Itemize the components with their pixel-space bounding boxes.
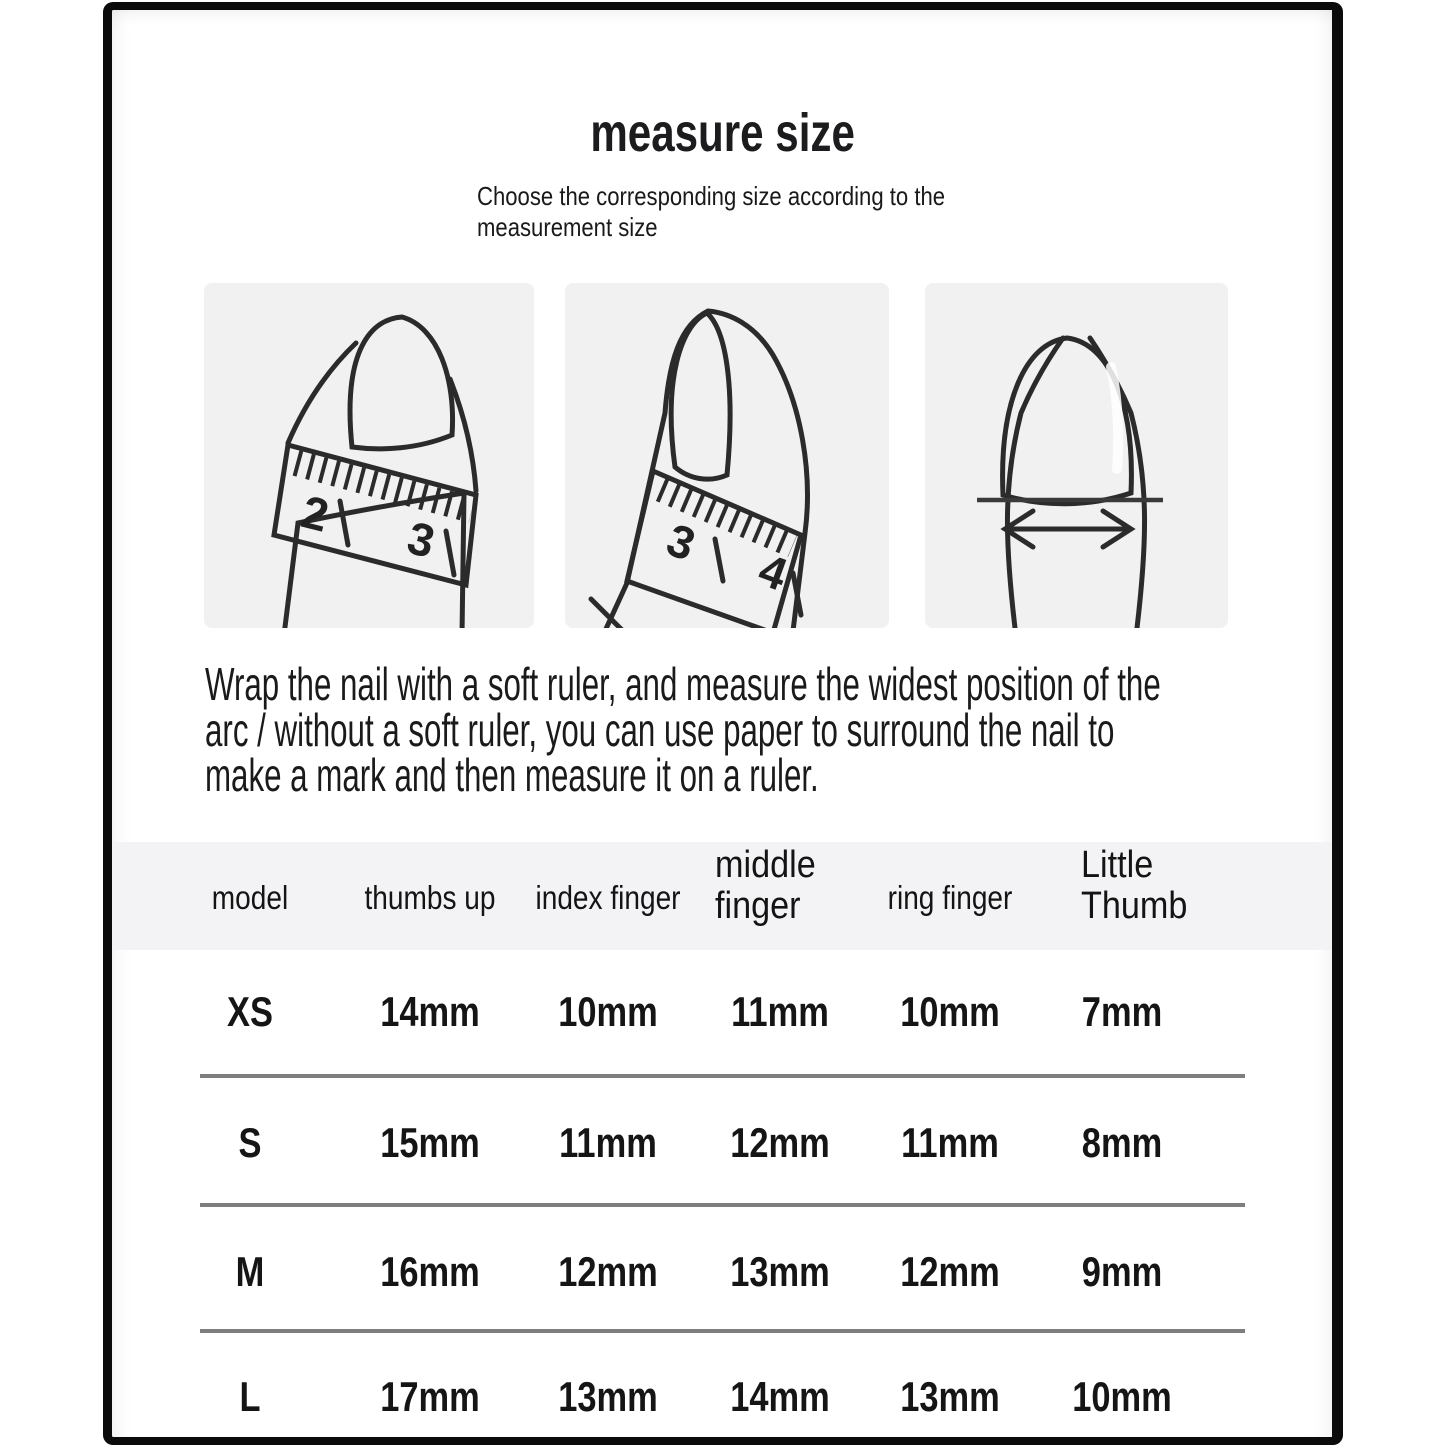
ruler-number: 2	[296, 485, 334, 542]
finger-left-outline	[1007, 338, 1063, 628]
value-cell: 11mm	[731, 988, 829, 1035]
value-cell: 11mm	[559, 1119, 657, 1166]
column-header-middle-finger: middle finger	[715, 844, 816, 927]
value-cell: 8mm	[1081, 1119, 1163, 1166]
value-cell: 10mm	[1072, 1373, 1172, 1420]
finger-tape-front-illustration	[204, 283, 534, 628]
ruler-long-tick	[446, 531, 454, 575]
page-title: measure size	[590, 103, 856, 163]
value-cell: 9mm	[1081, 1248, 1163, 1295]
value-cell: 14mm	[380, 988, 480, 1035]
nail	[350, 317, 453, 449]
instruction-text	[205, 658, 1445, 801]
column-header-little-thumb: Little Thumb	[1081, 844, 1188, 927]
value-cell: 15mm	[380, 1119, 480, 1166]
value-cell: 13mm	[900, 1373, 1000, 1420]
value-cell: 13mm	[558, 1373, 658, 1420]
value-cell: 16mm	[380, 1248, 480, 1295]
value-cell: 13mm	[730, 1248, 830, 1295]
value-cell: 12mm	[558, 1248, 658, 1295]
value-cell: 10mm	[558, 988, 658, 1035]
ruler-number: 3	[402, 511, 440, 568]
illustration-tape-side-panel	[565, 283, 889, 628]
row-divider	[200, 1203, 1245, 1207]
instruction-line: make a mark and then measure it on a ruler.	[205, 749, 819, 801]
row-divider	[200, 1074, 1245, 1078]
instruction-line: arc / without a soft ruler, you can use paper to surround the nail to	[205, 703, 1115, 756]
page-subtitle: Choose the corresponding size according to the measurement size	[477, 181, 946, 242]
column-header-ring-finger: ring finger	[887, 879, 1013, 916]
row-divider	[200, 1329, 1245, 1333]
ruler-long-tick	[340, 501, 348, 545]
value-cell: 17mm	[380, 1373, 480, 1420]
value-cell: 12mm	[730, 1119, 830, 1166]
column-header-thumb: thumbs up	[364, 879, 496, 916]
value-cell: 12mm	[900, 1248, 1000, 1295]
column-header-model: model	[211, 879, 289, 916]
size-cell: M	[235, 1248, 265, 1295]
instruction-line: Wrap the nail with a soft ruler, and measure the widest position of the	[205, 658, 1161, 710]
size-cell: XS	[227, 988, 273, 1035]
width-arrow-icon	[1005, 511, 1131, 547]
illustration-tape-front-panel	[204, 283, 534, 628]
value-cell: 7mm	[1081, 988, 1163, 1035]
size-cell: S	[238, 1119, 262, 1166]
value-cell: 10mm	[900, 988, 1000, 1035]
finger-tape-side-illustration	[565, 283, 889, 628]
column-header-index-finger: index finger	[535, 879, 681, 916]
nail-width-illustration	[925, 283, 1228, 628]
size-cell: L	[239, 1373, 261, 1420]
value-cell: 14mm	[730, 1373, 830, 1420]
tape-edge-line	[288, 343, 356, 443]
illustration-nail-width-panel	[925, 283, 1228, 628]
nail-highlight	[1111, 367, 1118, 469]
ruler-number: 3	[660, 513, 703, 571]
ruler-long-tick	[715, 539, 723, 581]
ruler-number: 4	[752, 543, 795, 601]
value-cell: 11mm	[901, 1119, 999, 1166]
